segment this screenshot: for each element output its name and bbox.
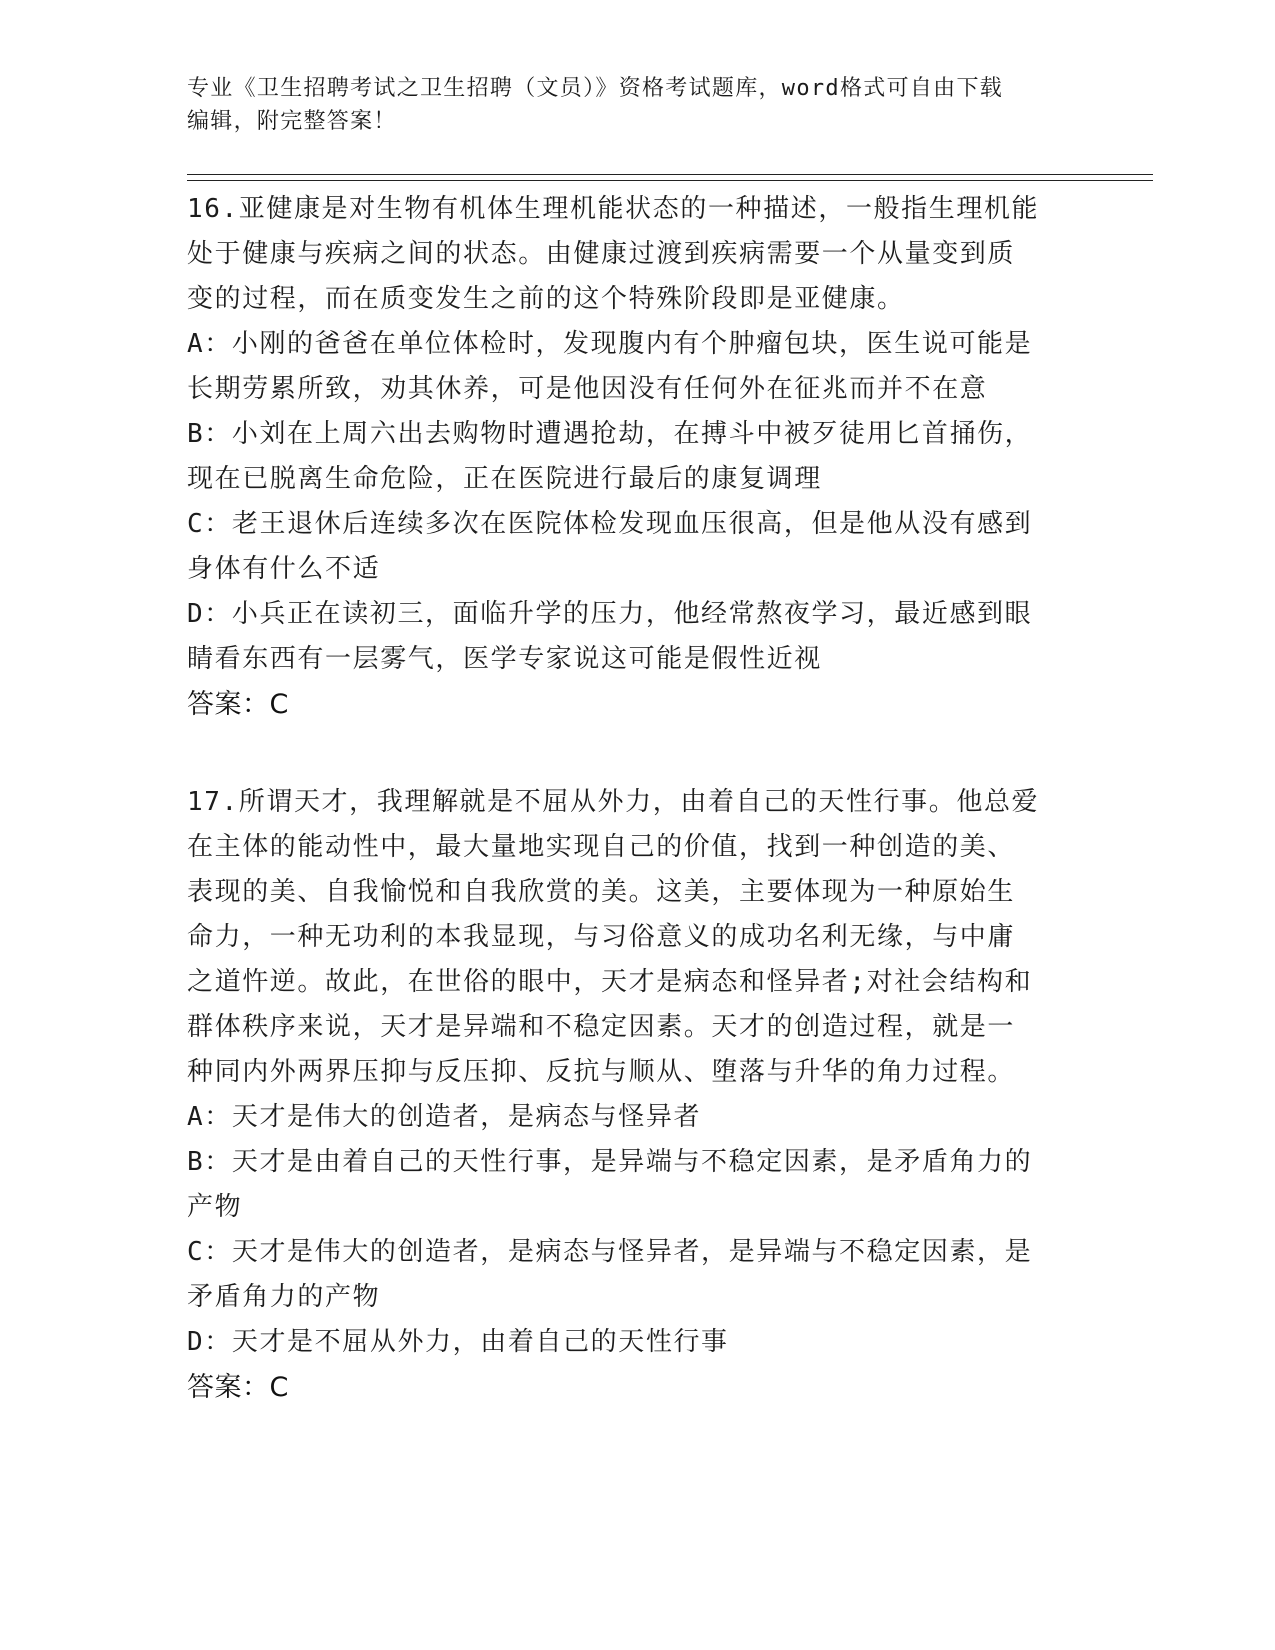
question-stem-line: 命力，一种无功利的本我显现，与习俗意义的成功名利无缘，与中庸: [187, 922, 1016, 952]
question-stem-line: 在主体的能动性中，最大量地实现自己的价值，找到一种创造的美、: [187, 832, 1016, 862]
option-b-line: B：天才是由着自己的天性行事，是异端与不稳定因素，是矛盾角力的: [187, 1147, 1033, 1177]
question-stem-line: 16.亚健康是对生物有机体生理机能状态的一种描述，一般指生理机能: [187, 194, 1040, 224]
option-c-line: 身体有什么不适: [187, 554, 381, 584]
question-stem-line: 之道忤逆。故此，在世俗的眼中，天才是病态和怪异者;对社会结构和: [187, 967, 1033, 997]
option-a-line: A：天才是伟大的创造者，是病态与怪异者: [187, 1102, 702, 1132]
header-divider-top: [187, 174, 1153, 175]
question-stem-line: 变的过程，而在质变发生之前的这个特殊阶段即是亚健康。: [187, 284, 905, 314]
answer-label: 答案：C: [187, 689, 289, 720]
option-d-line: D：天才是不屈从外力，由着自己的天性行事: [187, 1327, 729, 1357]
option-a-line: 长期劳累所致，劝其休养，可是他因没有任何外在征兆而并不在意: [187, 374, 988, 404]
option-c-line: 矛盾角力的产物: [187, 1282, 381, 1312]
option-d-line: D：小兵正在读初三，面临升学的压力，他经常熬夜学习，最近感到眼: [187, 599, 1033, 629]
option-c-line: C：天才是伟大的创造者，是病态与怪异者，是异端与不稳定因素，是: [187, 1237, 1033, 1267]
answer-label: 答案：C: [187, 1372, 289, 1403]
question-17: [187, 780, 1067, 1410]
option-b-line: B：小刘在上周六出去购物时遭遇抢劫，在搏斗中被歹徒用匕首捅伤，: [187, 419, 1033, 449]
header-divider-bottom: [187, 180, 1153, 181]
question-stem-line: 群体秩序来说，天才是异端和不稳定因素。天才的创造过程，就是一: [187, 1012, 1016, 1042]
question-stem-line: 处于健康与疾病之间的状态。由健康过渡到疾病需要一个从量变到质: [187, 239, 1016, 269]
option-b-line: 现在已脱离生命危险，正在医院进行最后的康复调理: [187, 464, 822, 494]
header-line: 编辑，附完整答案！: [187, 109, 397, 134]
question-stem-line: 17.所谓天才，我理解就是不屈从外力，由着自己的天性行事。他总爱: [187, 787, 1040, 817]
option-c-line: C：老王退休后连续多次在医院体检发现血压很高，但是他从没有感到: [187, 509, 1033, 539]
question-16: [187, 187, 1067, 727]
option-b-line: 产物: [187, 1192, 243, 1222]
document-header: [187, 72, 1067, 138]
header-line: 专业《卫生招聘考试之卫生招聘（文员）》资格考试题库，word格式可自由下载: [187, 76, 1004, 101]
option-d-line: 睛看东西有一层雾气，医学专家说这可能是假性近视: [187, 644, 822, 674]
option-a-line: A：小刚的爸爸在单位体检时，发现腹内有个肿瘤包块，医生说可能是: [187, 329, 1033, 359]
question-stem-line: 表现的美、自我愉悦和自我欣赏的美。这美，主要体现为一种原始生: [187, 877, 1016, 907]
question-stem-line: 种同内外两界压抑与反压抑、反抗与顺从、堕落与升华的角力过程。: [187, 1057, 1016, 1087]
